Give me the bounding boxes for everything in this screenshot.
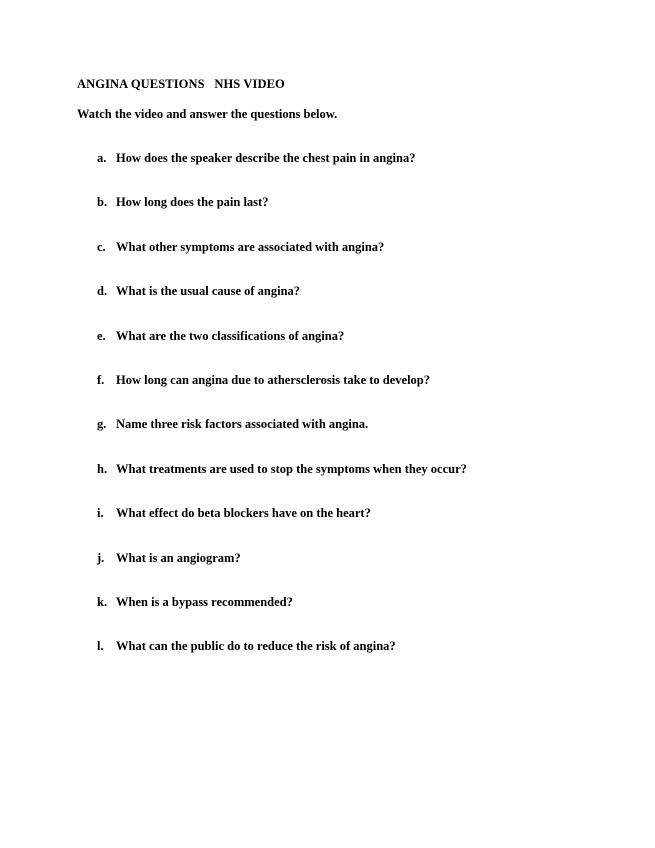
question-letter: c. [97,239,106,254]
question-letter: i. [97,506,104,521]
question-text: What are the two classifications of angina? [116,328,345,343]
question-letter: l. [97,639,104,654]
question-letter: b. [97,195,108,210]
question-text: What is the usual cause of angina? [116,284,301,299]
question-text: What other symptoms are associated with angina? [116,239,385,254]
question-text: Name three risk factors associated with angina. [116,417,369,432]
question-text: How long does the pain last? [116,195,269,210]
question-letter: f. [97,372,105,387]
question-letter: a. [97,151,107,165]
question-text: What is an angiogram? [116,550,241,565]
document-title: ANGINA QUESTIONS NHS VIDEO [77,77,285,91]
question-text: When is a bypass recommended? [116,594,293,609]
question-text: What can the public do to reduce the risk of angina? [116,639,396,654]
question-text: What effect do beta blockers have on the heart? [116,506,371,521]
question-letter: g. [97,417,107,432]
question-letter: e. [97,328,106,343]
question-letter: k. [97,594,108,609]
question-letter: h. [97,461,108,476]
question-text: How does the speaker describe the chest pain in angina? [116,151,416,165]
question-text: What treatments are used to stop the symptoms when they occur? [116,461,467,476]
question-text: How long can angina due to athersclerosis take to develop? [116,372,431,387]
instructions-text: Watch the video and answer the questions below. [77,107,338,121]
question-letter: d. [97,284,108,299]
question-letter: j. [97,550,105,565]
